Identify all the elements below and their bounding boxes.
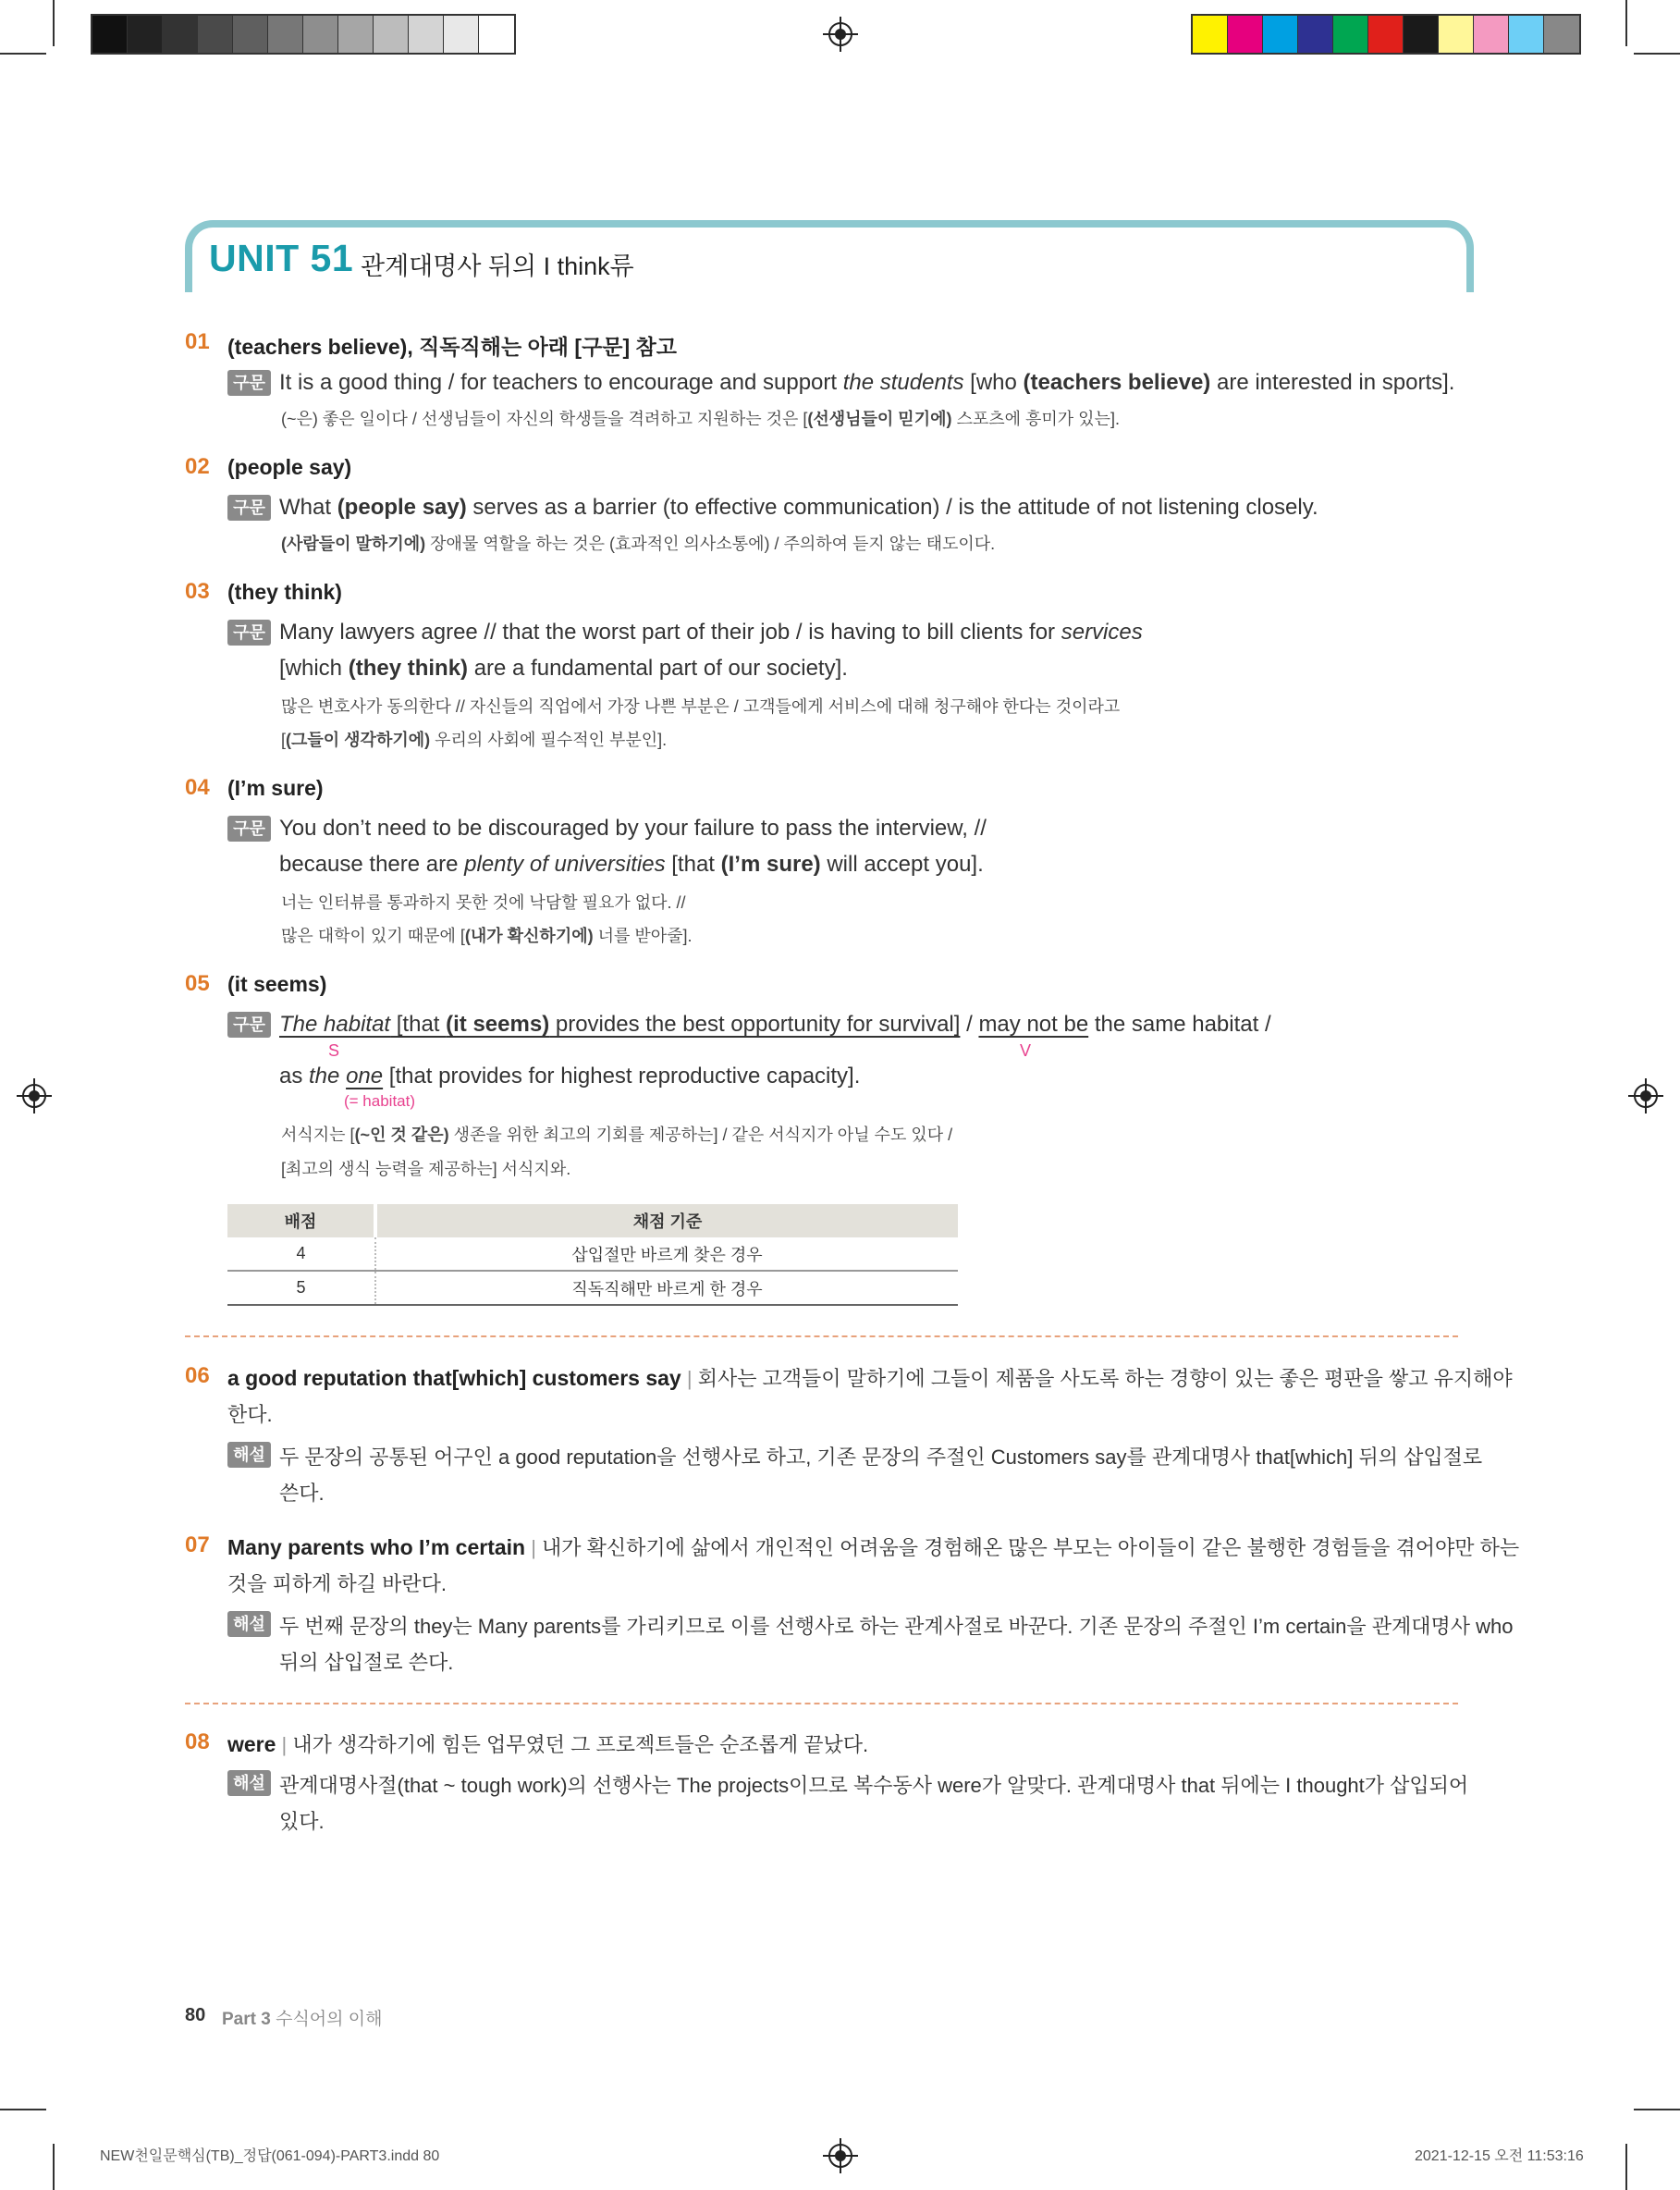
registration-mark-icon [1634,1084,1658,1108]
explanation-text: 쓴다. [279,1482,325,1505]
table-row [227,1271,958,1305]
answer-line: 한다. [227,1403,273,1426]
english-sentence: [which (they think) are a fundamental part of our society]. [279,656,848,681]
korean-translation: [(그들이 생각하기에) 우리의 사회에 필수적인 부분인]. [281,731,668,749]
korean-translation: 너는 인터뷰를 통과하지 못한 것에 낙담할 필요가 없다. // [281,893,686,912]
unit-label: UNIT 51 [209,237,354,279]
item-heading: (teachers believe), 직독직해는 아래 [구문] 참고 [227,335,677,359]
file-name: NEW천일문핵심(TB)_정답(061-094)-PART3.indd 80 [100,2148,440,2164]
table-header-row [227,1204,958,1237]
answer-line: a good reputation that[which] customers say | 회사는 고객들이 말하기에 그들이 제품을 사도록 하는 경향이 있는 좋은 평판을 쌓고 유지해야 [227,1366,1513,1390]
color-swatch [1298,16,1333,53]
explanation-badge: 해설 [227,1442,271,1468]
antecedent-note: (= habitat) [344,1092,416,1110]
color-swatch [1439,16,1474,53]
gray-swatch [92,16,128,53]
crop-mark [1634,2109,1680,2110]
column-header: 배점 [227,1204,375,1237]
gray-swatch [338,16,374,53]
scoring-table [227,1204,958,1306]
syntax-badge: 구문 [227,816,271,842]
item-number: 06 [185,1363,210,1388]
crop-mark [1634,53,1680,55]
gray-swatch [233,16,268,53]
column-header: 채점 기준 [375,1204,958,1237]
english-sentence: Many lawyers agree // that the worst part of their job / is having to bill clients for services [279,620,1143,645]
verb-label: V [1020,1041,1032,1060]
english-sentence: because there are plenty of universities [that (I’m sure) will accept you]. [279,852,984,877]
korean-translation: (사람들이 말하기에) 장애물 역할을 하는 것은 (효과적인 의사소통에) / 주의하여 듣지 않는 태도이다. [281,535,996,553]
item-number: 02 [185,454,210,479]
explanation-badge: 해설 [227,1770,271,1796]
item-heading: (it seems) [227,972,327,996]
korean-translation: (~은) 좋은 일이다 / 선생님들이 자신의 학생들을 격려하고 지원하는 것은 [(선생님들이 믿기에) 스포츠에 흥미가 있는]. [281,410,1120,428]
registration-mark-icon [22,1084,46,1108]
unit-title: 관계대명사 뒤의 I think류 [361,252,634,280]
page-number: 80 [185,2005,206,2025]
color-swatch [1333,16,1368,53]
gray-swatch [163,16,198,53]
gray-swatch [409,16,444,53]
korean-translation: [최고의 생식 능력을 제공하는] 서식지와. [281,1160,571,1178]
item-heading: (people say) [227,455,352,479]
table-cell: 직독직해만 바르게 한 경우 [375,1271,958,1305]
crop-mark [0,2109,46,2110]
color-swatch [1544,16,1579,53]
process-color-bar [1191,14,1581,55]
english-sentence: It is a good thing / for teachers to encourage and support the students [who (teachers believe) are interested in sports]. [279,370,1455,395]
subject-label: S [328,1041,340,1060]
gray-swatch [444,16,479,53]
item-number: 04 [185,775,210,800]
explanation-text: 관계대명사절(that ~ tough work)의 선행사는 The projects이므로 복수동사 were가 알맞다. 관계대명사 that 뒤에는 I thought가 삽입되어 [279,1774,1469,1797]
part-title: Part 3 수식어의 이해 [222,2010,383,2029]
gray-swatch [303,16,338,53]
gray-color-bar [91,14,516,55]
gray-swatch [268,16,303,53]
answer-line: Many parents who I’m certain | 내가 확신하기에 삶에서 개인적인 어려움을 경험해온 많은 부모는 아이들이 같은 불행한 경험들을 겪어야만 하는 [227,1535,1520,1559]
gray-swatch [374,16,409,53]
answer-line: were | 내가 생각하기에 힘든 업무였던 그 프로젝트들은 순조롭게 끝났다. [227,1732,869,1756]
print-timestamp: 2021-12-15 오전 11:53:16 [1415,2148,1584,2164]
color-swatch [1368,16,1404,53]
item-number: 03 [185,579,210,604]
item-heading: (I’m sure) [227,776,324,800]
korean-translation: 많은 대학이 있기 때문에 [(내가 확신하기에) 너를 받아줄]. [281,927,693,945]
item-number: 07 [185,1532,210,1557]
color-swatch [1263,16,1298,53]
section-divider [185,1335,1458,1337]
english-sentence: The habitat [that (it seems) provides the best opportunity for survival] / may not be the same habitat / [279,1012,1271,1037]
table-row [227,1237,958,1271]
explanation-badge: 해설 [227,1611,271,1637]
syntax-badge: 구문 [227,495,271,521]
section-divider [185,1703,1458,1704]
color-swatch [1509,16,1544,53]
item-number: 08 [185,1729,210,1754]
color-swatch [1228,16,1263,53]
crop-mark [0,53,46,55]
item-number: 01 [185,329,210,354]
registration-mark-icon [828,22,852,46]
syntax-badge: 구문 [227,370,271,396]
english-sentence: What (people say) serves as a barrier (to effective communication) / is the attitude of not listening closely. [279,495,1318,520]
syntax-badge: 구문 [227,620,271,646]
korean-translation: 많은 변호사가 동의한다 // 자신들의 직업에서 가장 나쁜 부분은 / 고객들에게 서비스에 대해 청구해야 한다는 것이라고 [281,697,1121,716]
syntax-badge: 구문 [227,1012,271,1038]
gray-swatch [198,16,233,53]
explanation-text: 두 번째 문장의 they는 Many parents를 가리키므로 이를 선행사로 하는 관계사절로 바꾼다. 기존 문장의 주절인 I’m certain을 관계대명사 who [279,1615,1514,1638]
table-cell: 삽입절만 바르게 찾은 경우 [375,1237,958,1271]
explanation-text: 있다. [279,1810,325,1833]
crop-mark [1625,0,1627,46]
item-number: 05 [185,971,210,996]
english-sentence: as the one [that provides for highest reproductive capacity]. [279,1064,861,1089]
item-heading: (they think) [227,580,342,604]
crop-mark [53,0,55,46]
color-swatch [1474,16,1509,53]
explanation-text: 뒤의 삽입절로 쓴다. [279,1651,454,1674]
answer-line: 것을 피하게 하길 바란다. [227,1572,447,1595]
table-cell: 4 [227,1237,375,1271]
gray-swatch [128,16,163,53]
color-swatch [1404,16,1439,53]
crop-mark [1625,2144,1627,2190]
table-cell: 5 [227,1271,375,1305]
crop-mark [53,2144,55,2190]
explanation-text: 두 문장의 공통된 어구인 a good reputation을 선행사로 하고, 기존 문장의 주절인 Customers say를 관계대명사 that[which] 뒤의 삽입절로 [279,1446,1483,1469]
registration-mark-icon [828,2144,852,2168]
color-swatch [1193,16,1228,53]
korean-translation: 서식지는 [(~인 것 같은) 생존을 위한 최고의 기회를 제공하는] / 같은 서식지가 아닐 수도 있다 / [281,1126,953,1144]
english-sentence: You don’t need to be discouraged by your failure to pass the interview, // [279,816,987,841]
gray-swatch [479,16,514,53]
